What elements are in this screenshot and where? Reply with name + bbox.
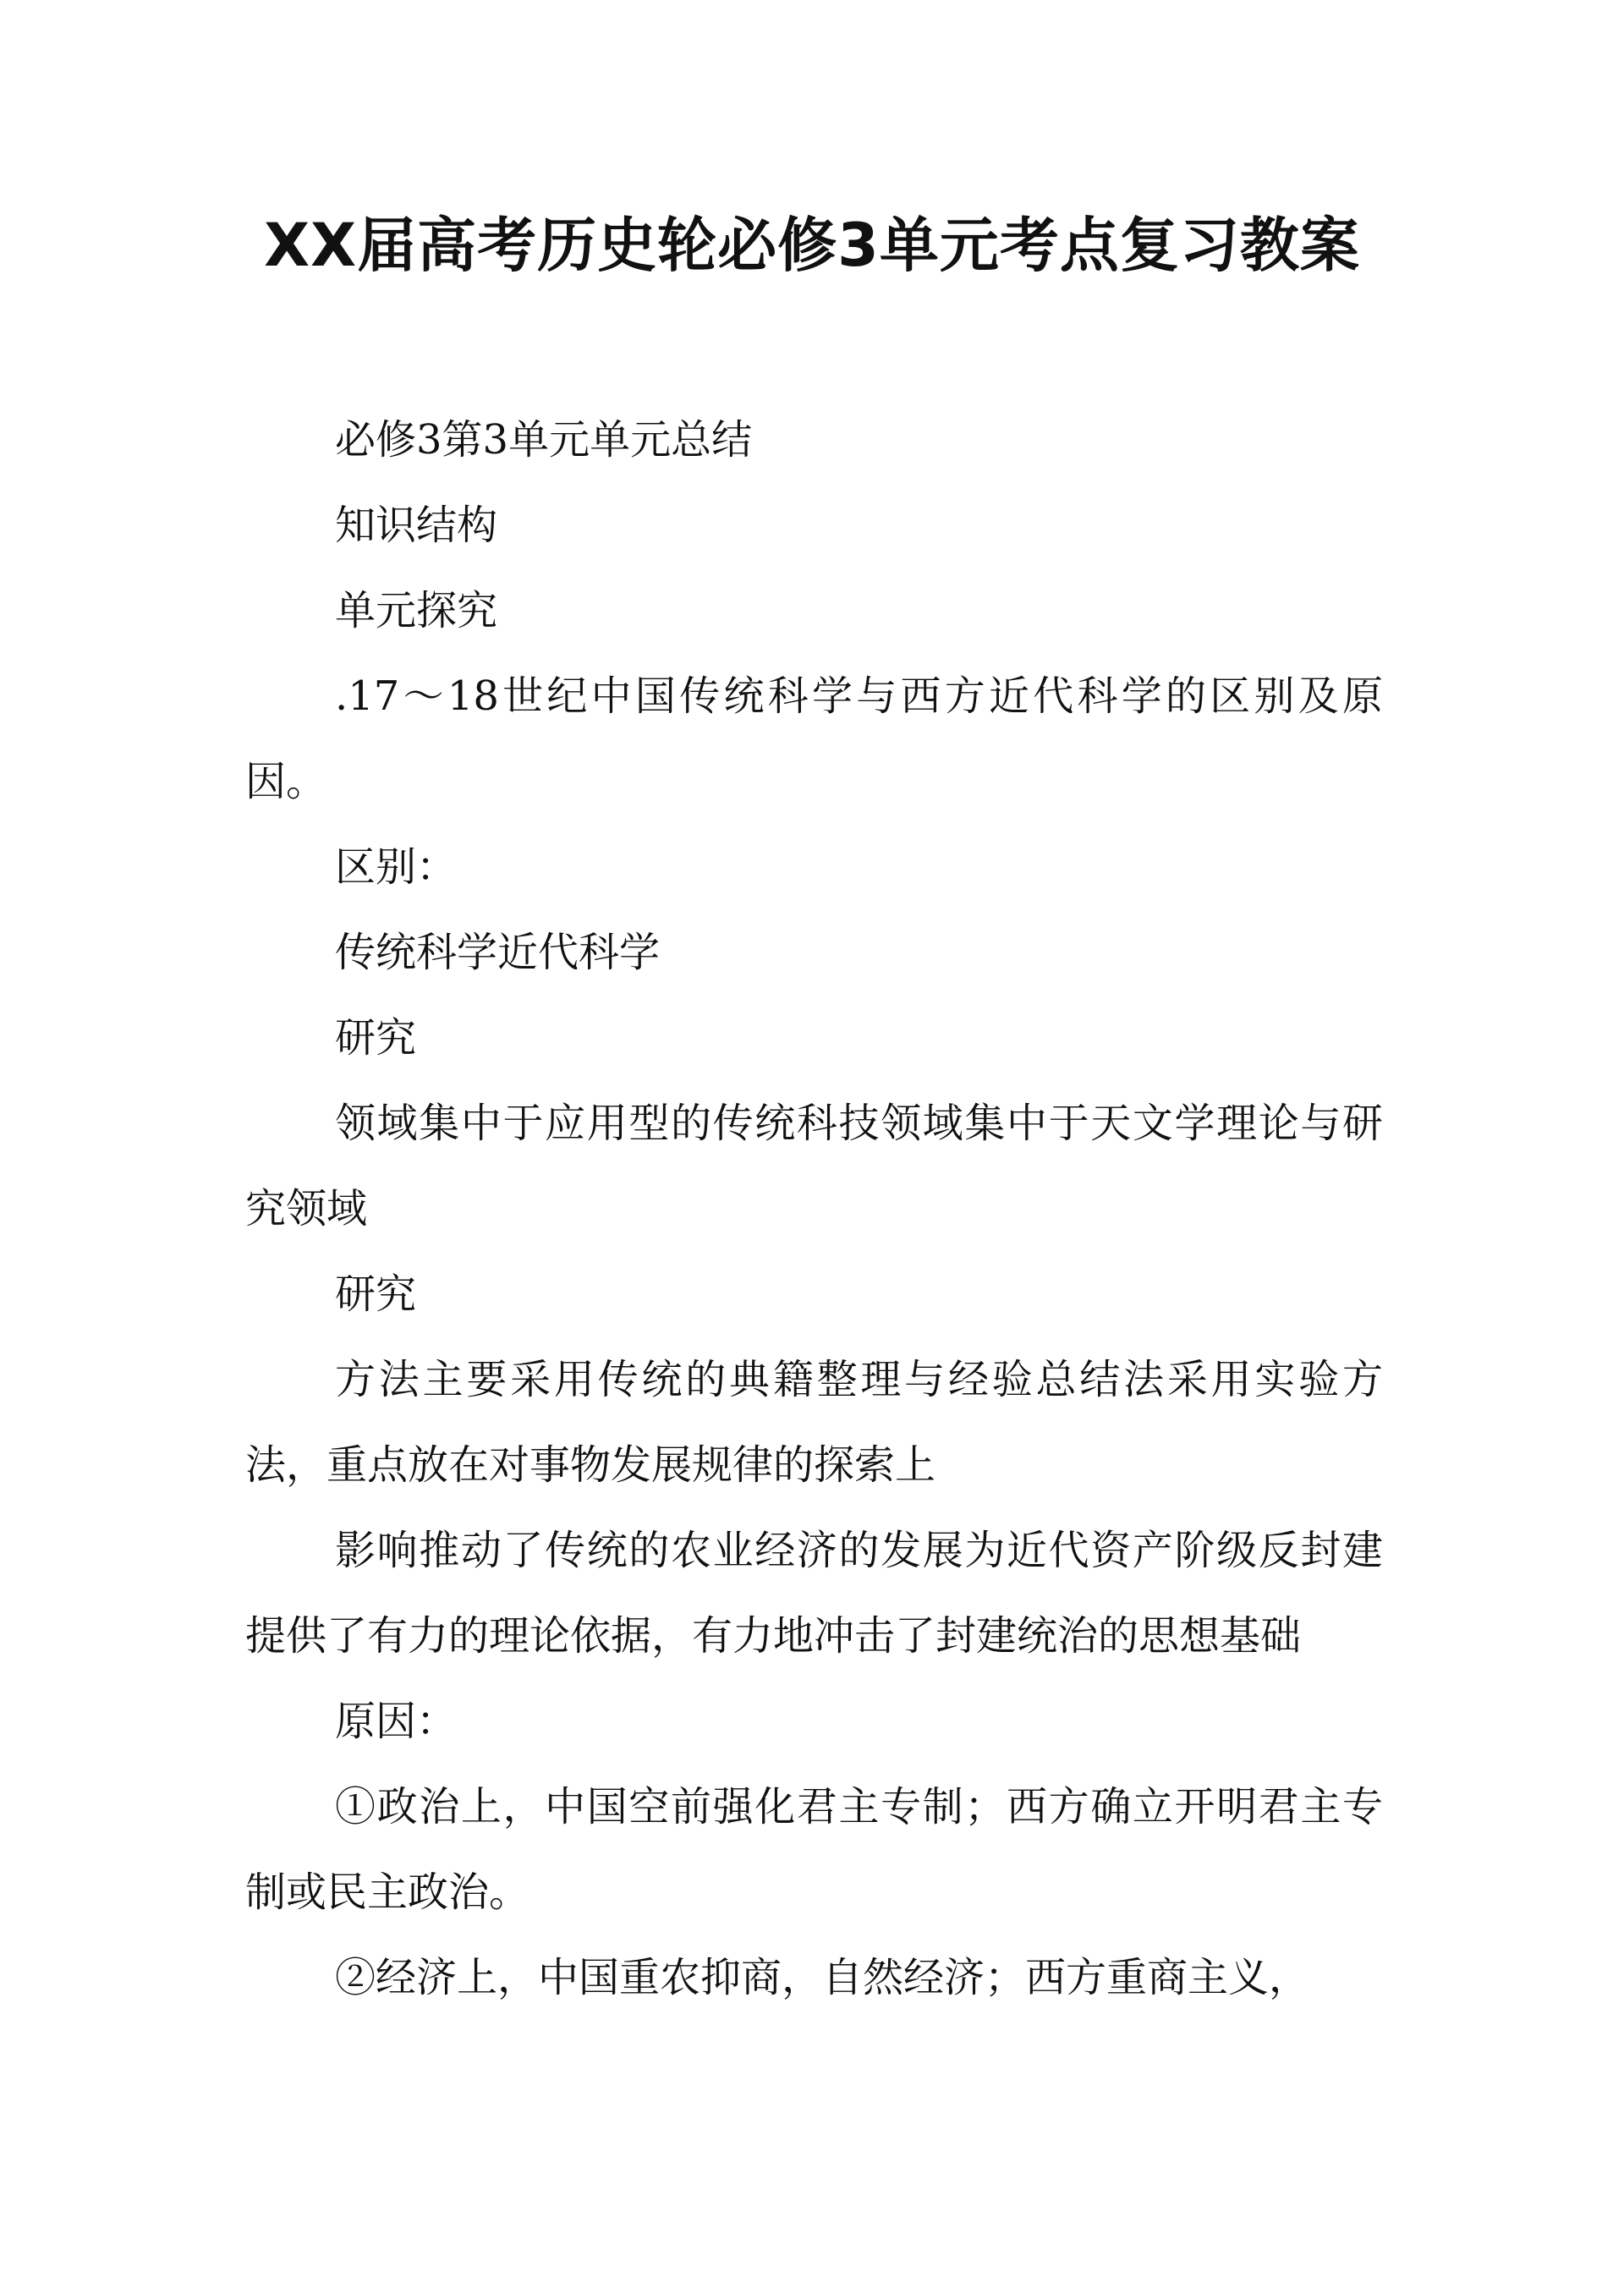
paragraph-differences-label: 区别： [335, 843, 458, 891]
paragraph-influence: 影响推动了传统的农业经济的发展为近代资产阶级反封建提供了有力的理论依据，有力地冲击了封建统治的思想基础 [245, 1527, 1383, 1660]
paragraph-reason-politics: ①政治上，中国空前强化君主专制；西方确立开明君主专制或民主政治。 [245, 1783, 1383, 1916]
paragraph-unit-inquiry: 单元探究 [335, 587, 498, 634]
paragraph-knowledge-structure: 知识结构 [335, 502, 498, 549]
paragraph-research-label-2: 研究 [335, 1270, 417, 1318]
paragraph-question: .17～18世纪中国传统科学与西方近代科学的区别及原因。 [245, 672, 1383, 805]
paragraph-research-label-1: 研究 [335, 1014, 417, 1062]
paragraph-unit-heading: 必修3第3单元单元总结 [335, 416, 753, 464]
paragraph-reasons-label: 原因： [335, 1698, 458, 1745]
paragraph-comparison-header: 传统科学近代科学 [335, 929, 661, 976]
document-body [245, 398, 1383, 2021]
paragraph-reason-economy: ②经济上，中国重农抑商，自然经济；西方重商主义， [335, 1954, 1310, 2001]
document-title: XX届高考历史轮必修3单元考点复习教案 [264, 211, 1360, 280]
paragraph-research-method: 方法主要采用传统的典籍整理与经验总结法采用实验方法，重点放在对事物发展规律的探索上 [245, 1356, 1383, 1489]
paragraph-research-field: 领域集中于应用型的传统科技领域集中于天文学理论与研究领域 [245, 1100, 1383, 1232]
